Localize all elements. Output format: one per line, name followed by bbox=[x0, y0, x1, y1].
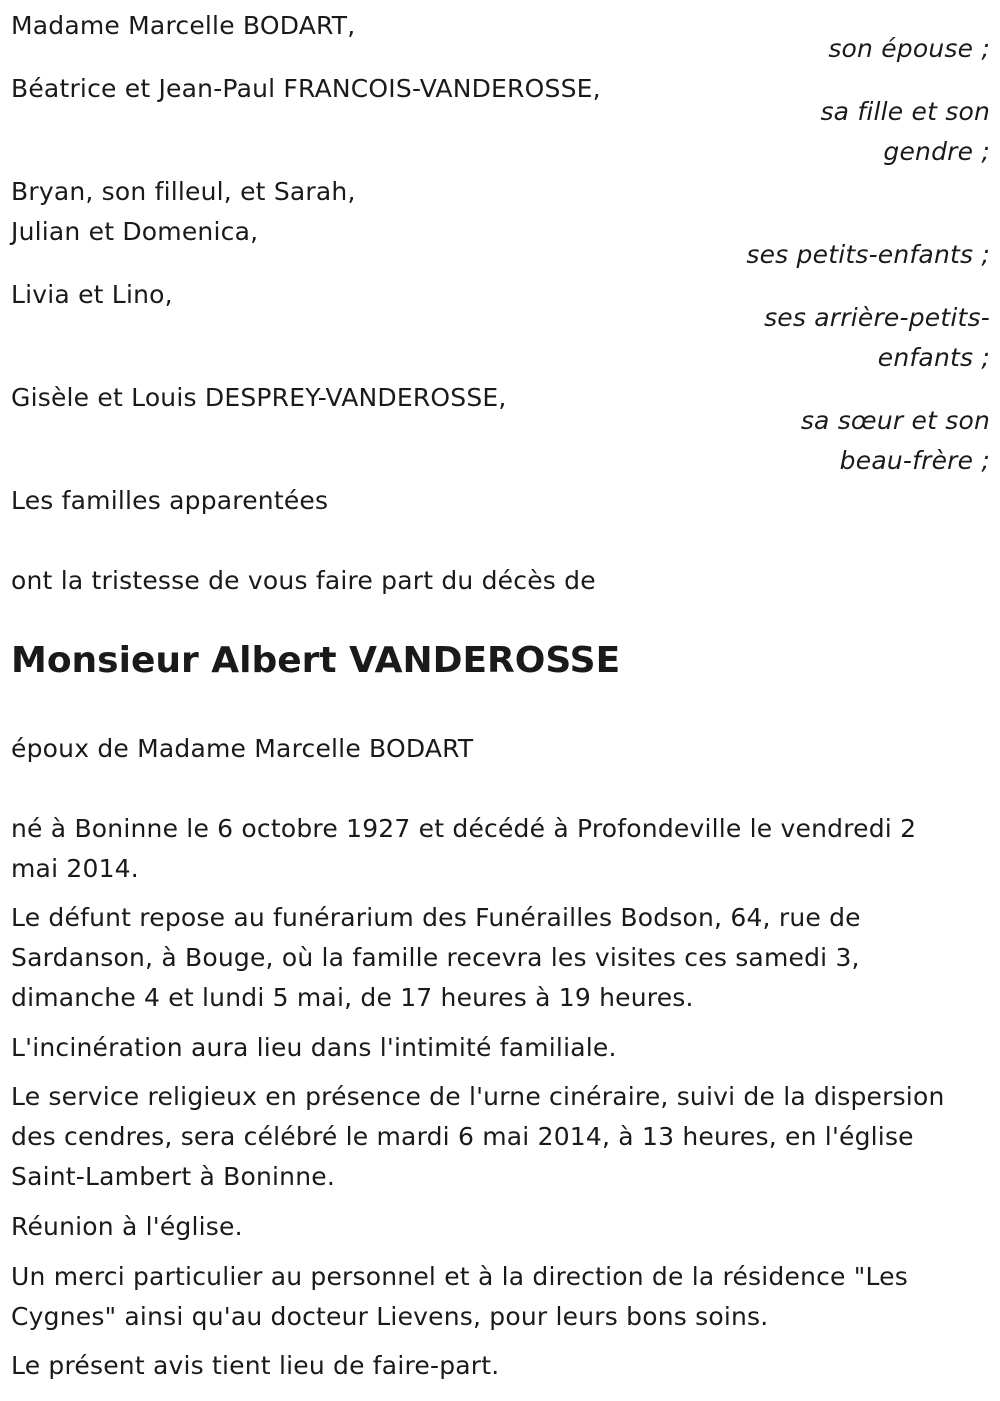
family-member-sister: Gisèle et Louis DESPREY-VANDEROSSE, bbox=[11, 383, 507, 412]
relation-sister-line1: sa sœur et son bbox=[800, 406, 990, 435]
relation-great-grandchildren-line2: enfants ; bbox=[877, 343, 990, 372]
relation-sister-line2: beau-frère ; bbox=[839, 446, 990, 475]
related-families: Les familles apparentées bbox=[11, 486, 329, 515]
family-member-great-grandchildren: Livia et Lino, bbox=[11, 280, 173, 309]
repose-line2: Sardanson, à Bouge, où la famille recevra les visites ces samedi 3, bbox=[11, 943, 860, 972]
birth-death-line2: mai 2014. bbox=[11, 854, 139, 883]
reunion-line: Réunion à l'église. bbox=[11, 1212, 243, 1241]
deceased-name: Monsieur Albert VANDEROSSE bbox=[11, 640, 621, 681]
family-member-spouse: Madame Marcelle BODART, bbox=[11, 11, 356, 40]
relation-daughter-line2: gendre ; bbox=[883, 137, 990, 166]
birth-death-line1: né à Boninne le 6 octobre 1927 et décédé à Profondeville le vendredi 2 bbox=[11, 814, 917, 843]
spouse-line: époux de Madame Marcelle BODART bbox=[11, 734, 474, 763]
repose-line3: dimanche 4 et lundi 5 mai, de 17 heures à 19 heures. bbox=[11, 983, 694, 1012]
repose-line1: Le défunt repose au funérarium des Funérailles Bodson, 64, rue de bbox=[11, 903, 861, 932]
service-line2: des cendres, sera célébré le mardi 6 mai 2014, à 13 heures, en l'église bbox=[11, 1122, 914, 1151]
thanks-line1: Un merci particulier au personnel et à la direction de la résidence "Les bbox=[11, 1262, 908, 1291]
relation-grandchildren: ses petits-enfants ; bbox=[746, 240, 990, 269]
relation-great-grandchildren-line1: ses arrière-petits- bbox=[764, 303, 990, 332]
relation-daughter-line1: sa fille et son bbox=[820, 97, 990, 126]
notice-line: Le présent avis tient lieu de faire-part. bbox=[11, 1351, 500, 1380]
family-member-grandchildren-line1: Bryan, son filleul, et Sarah, bbox=[11, 177, 356, 206]
incineration-line: L'incinération aura lieu dans l'intimité familiale. bbox=[11, 1033, 617, 1062]
service-line1: Le service religieux en présence de l'urne cinéraire, suivi de la dispersion bbox=[11, 1082, 945, 1111]
family-member-grandchildren-line2: Julian et Domenica, bbox=[11, 217, 259, 246]
service-line3: Saint-Lambert à Boninne. bbox=[11, 1162, 336, 1191]
relation-spouse: son épouse ; bbox=[828, 34, 990, 63]
announcement-text: ont la tristesse de vous faire part du décès de bbox=[11, 566, 596, 595]
family-member-daughter: Béatrice et Jean-Paul FRANCOIS-VANDEROSSE, bbox=[11, 74, 601, 103]
thanks-line2: Cygnes" ainsi qu'au docteur Lievens, pour leurs bons soins. bbox=[11, 1302, 769, 1331]
